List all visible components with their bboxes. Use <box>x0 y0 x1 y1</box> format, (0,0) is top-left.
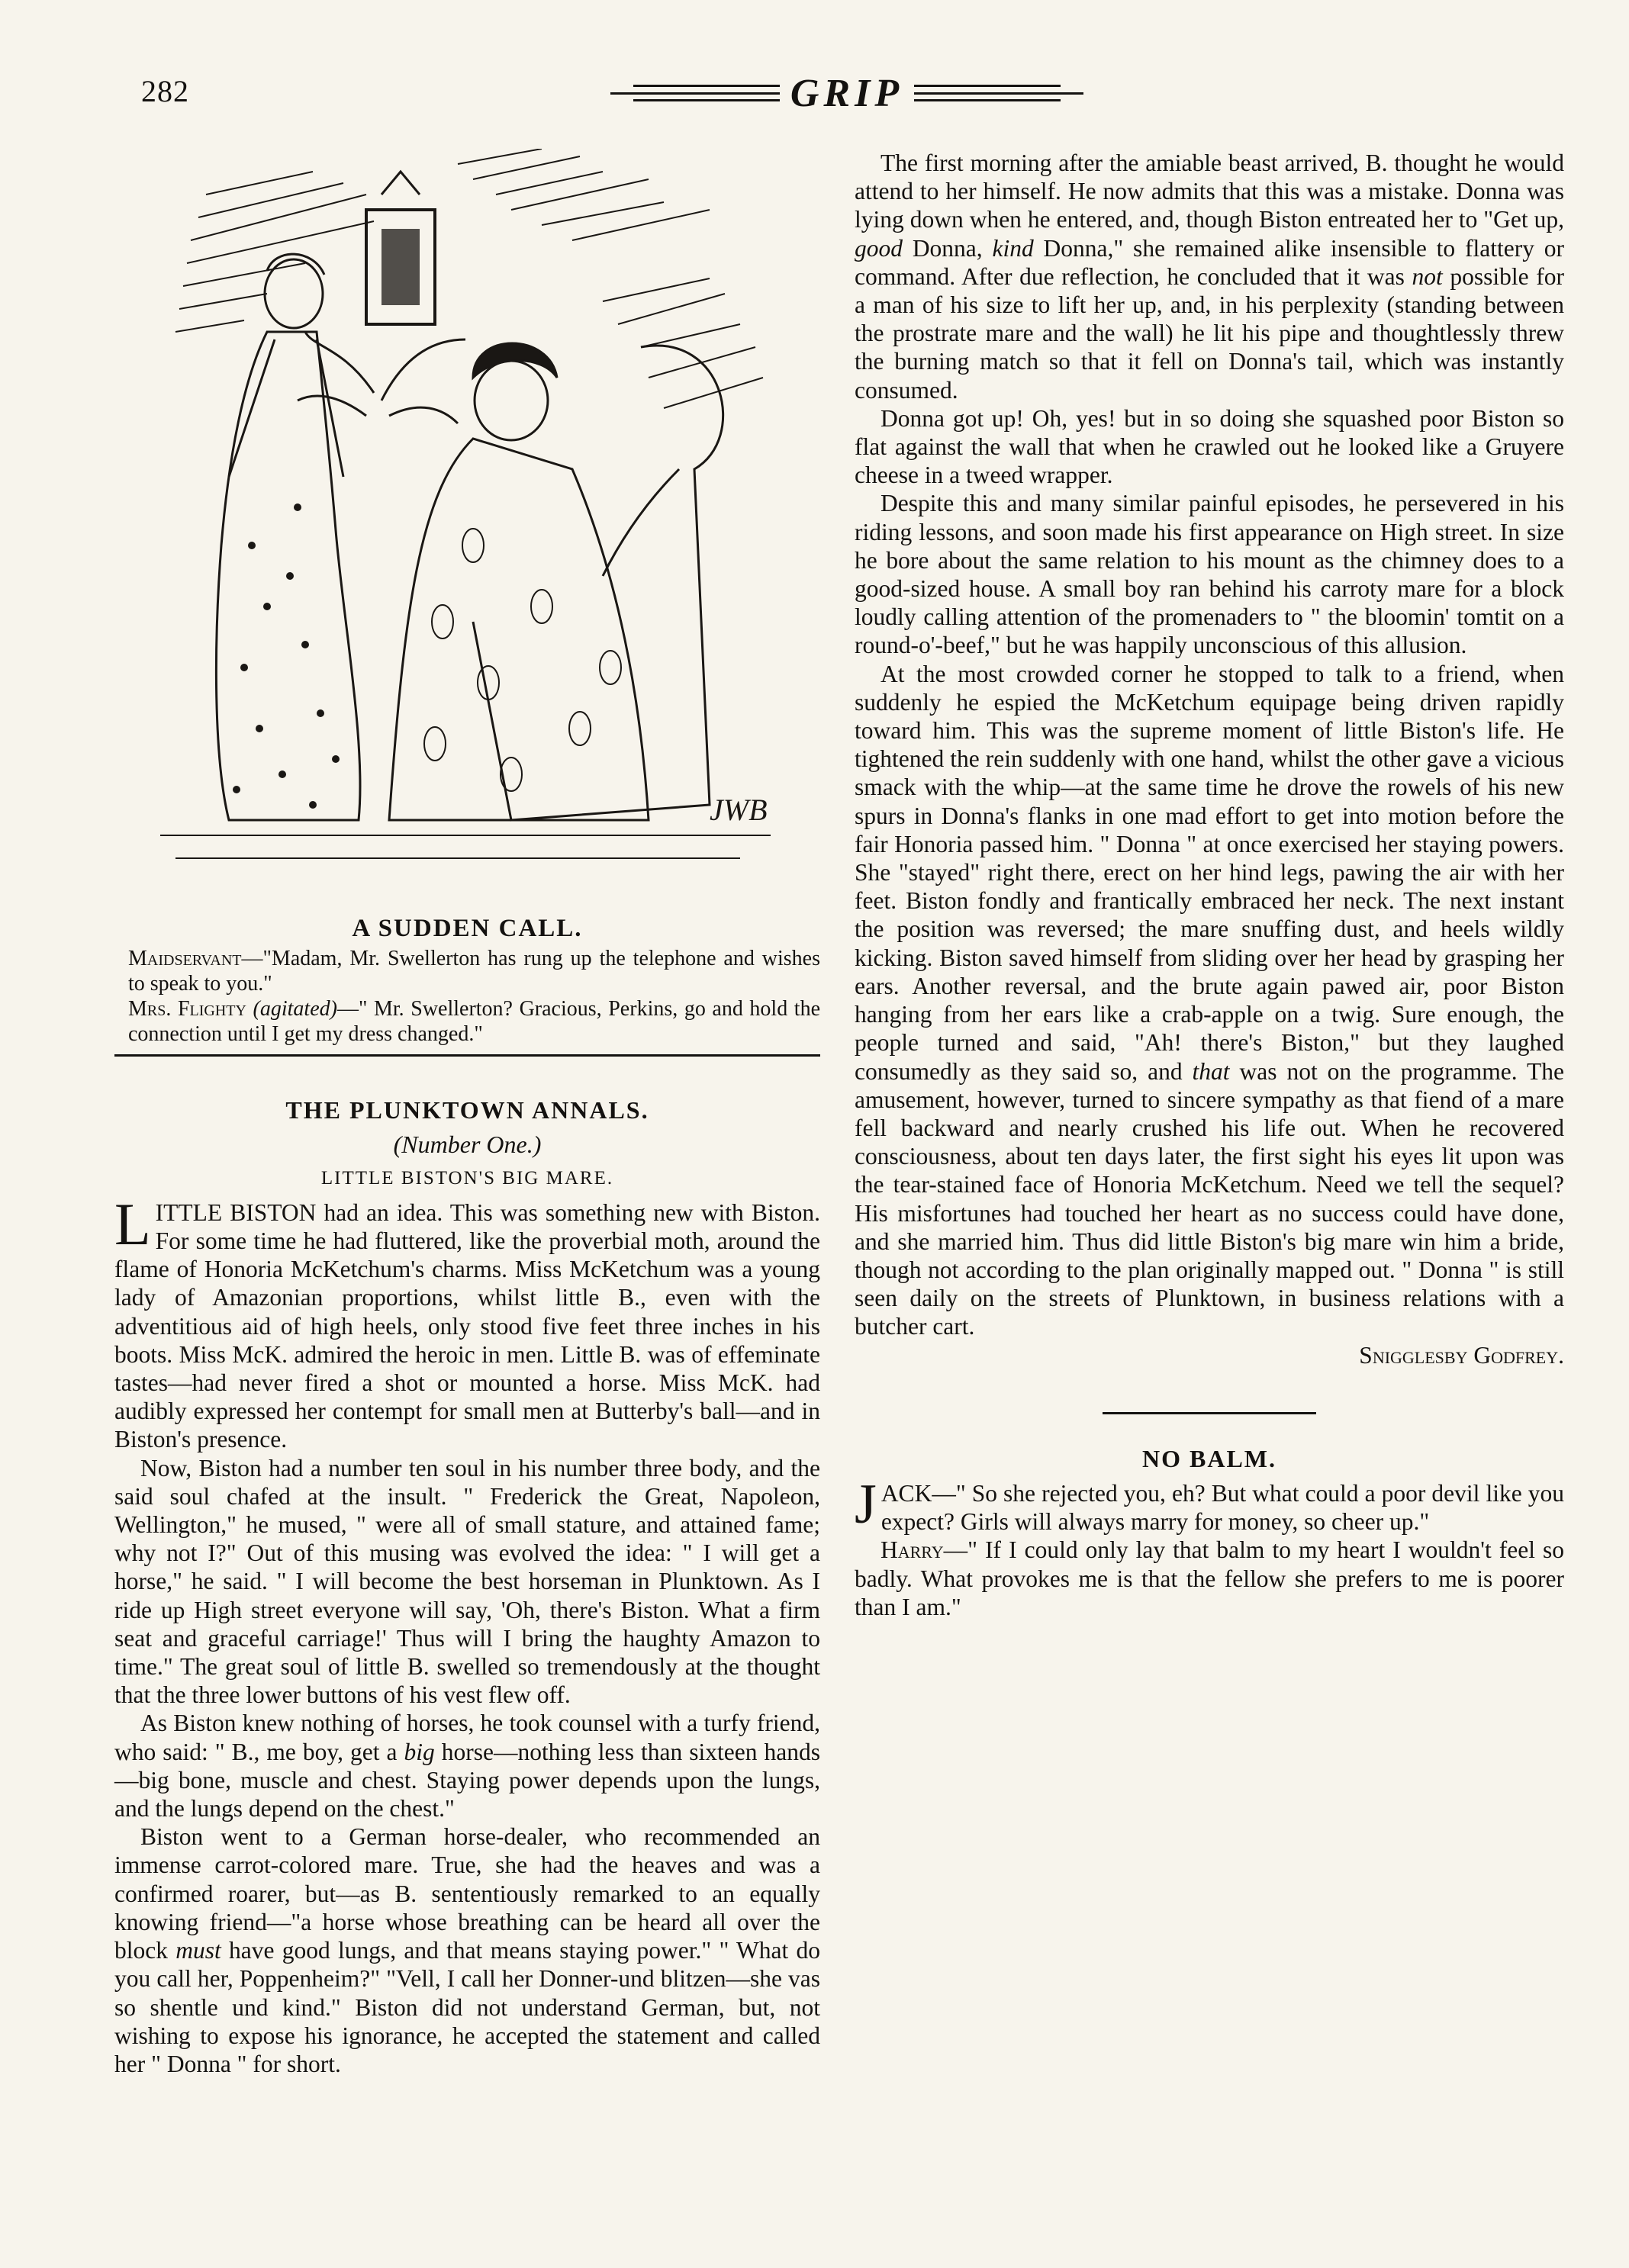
paragraph-4-emphasis: must <box>175 1937 221 1964</box>
paragraph-3-text-b: horse—nothing less than sixteen hands—big bone, muscle and chest. Staying power depends upon the lungs, and the lungs depend on the chest." <box>114 1738 820 1822</box>
artist-initials: JWB <box>710 793 768 827</box>
no-balm-harry-speaker: Harry <box>880 1536 944 1564</box>
short-divider <box>1103 1412 1316 1414</box>
masthead-right-rules <box>914 85 1091 101</box>
paragraph-1 <box>114 1190 820 1454</box>
caption-mrs-flighty <box>114 996 820 1047</box>
paragraph-7: Despite this and many similar painful episodes, he persevered in his riding lessons, and soon made his first appearance on High street. In size he bore about the same relation to his mount as the chimney does to a good-sized house. A small boy ran behind his carroty mare for a block loudly calling attention of the promenaders to " the bloomin' tomtit on a round-o'-beef," but he was happily unconscious of this allusion. <box>855 490 1564 659</box>
paragraph-2: Now, Biston had a number ten soul in his number three body, and the said soul chafed at the insult. " Frederick the Great, Napoleon, Wellington," he mused, " were all of small stature, and attained fame; why not I?" Out of this musing was evolved the idea: " I will get a horse," he said. " I will become the best horseman in Plunktown. As I ride up High street everyone will say, 'Oh, there's Biston. What a firm seat and graceful carriage!' Thus will I bring the haughty Amazon to time." The great soul of little B. swelled so tremendously at the thought that the three lower buttons of his vest flew off. <box>114 1454 820 1709</box>
no-balm-jack-text: ACK—" So she rejected you, eh? But what could a poor devil like you expect? Girls will always marry for money, so cheer up." <box>880 1479 1564 1536</box>
lady-dress-pattern <box>424 529 621 791</box>
paragraph-5-text-b: Donna, <box>903 234 993 262</box>
paragraph-5-emphasis-kind: kind <box>992 234 1034 262</box>
article-subtitle: (Number One.) <box>393 1131 542 1159</box>
no-balm-drop-cap: J <box>855 1472 877 1536</box>
article-title: THE PLUNKTOWN ANNALS. <box>285 1096 649 1124</box>
no-balm-harry <box>855 1536 1564 1621</box>
paragraph-8-text-a: At the most crowded corner he stopped to talk to a friend, when suddenly he espied the McKetchum equipage being driven rapidly toward him. This was the supreme moment of little Biston's life. He tightened the rein suddenly with one hand, whilst the other gave a vicious smack with the whip—at the same time he drove the rowels of his new spurs in Donna's flanks in one mad effort to get into motion before the fair Honoria passed him. " Donna " at once exercised her staying powers. She "stayed" right there, erect on her hind legs, pawing the air with her feet. Biston fondly and frantically embraced her neck. The next instant the position was reversed; the mare snuffing dust, and heels wildly kicking. Biston saved himself from sliding over her head by grasping her ears. Another reversal, and the brute again pawed air, poor Biston hanging from her ears like a crab-apple on a twig. Sure enough, the people turned and said, "Ah! there's Biston," but they laughed consumedly as they said so, and <box>855 660 1564 1085</box>
caption-flighty-text: —" Mr. Swellerton? Gracious, Perkins, go and hold the connection until I get my dress changed." <box>128 997 821 1047</box>
right-column <box>855 149 1564 1621</box>
caption-speaker-flighty: Mrs. Flighty <box>128 997 246 1021</box>
no-balm-jack <box>855 1472 1564 1536</box>
maid-dress-dots <box>233 503 340 809</box>
paragraph-8 <box>855 660 1564 1341</box>
paragraph-8-emphasis: that <box>1192 1057 1230 1085</box>
masthead-title: GRIP <box>790 71 904 115</box>
caption-speaker-maid: Maidservant <box>128 947 242 971</box>
caption-stage-direction: (agitated) <box>253 997 337 1021</box>
cartoon-illustration <box>114 149 820 912</box>
author-signature: Snigglesby Godfrey. <box>1359 1341 1564 1369</box>
paragraph-3 <box>114 1709 820 1822</box>
paragraph-5-text-a: The first morning after the amiable beast arrived, B. thought he would attend to her himself. He now admits that this was a mistake. Donna was lying down when he entered, and, though Biston entreated her to "Get up, <box>855 150 1564 233</box>
plant-sketch <box>298 332 465 423</box>
paragraph-4-start <box>114 1822 820 2078</box>
paragraph-5-text-c: Donna," she remained alike insensible to flattery or command. After due reflection, he concluded that it was <box>855 234 1564 290</box>
paragraph-4-text-b: have good lungs, and that means staying power." " What do you call her, Poppenheim?" "Vell, I call her Donner-und blitzen—she vas so shentle und kind." Biston did not understand German, but, not wishing to expose his ignorance, he accepted the statement and called her " Donna " for short. <box>114 1937 820 2077</box>
paragraph-6: Donna got up! Oh, yes! but in so doing she squashed poor Biston so flat against the wall that when he crawled out he looked like a Gruyere cheese in a tweed wrapper. <box>855 404 1564 489</box>
paragraph-1-text: ITTLE BISTON had an idea. This was something new with Biston. For some time he had fluttered, like the proverbial moth, around the flame of Honoria McKetchum's charms. Miss McKetchum was a young lady of Amazonian proportions, whilst little B., even with the adventitious aid of high heels, only stood five feet three inches in his boots. Miss McK. admired the heroic in men. Little B. was of effeminate tastes—had never fired a shot or mounted a horse. Miss McK. had audibly expressed her contempt for small men at Butterby's ball—and in Biston's presence. <box>114 1198 820 1453</box>
section-divider <box>114 1054 820 1057</box>
caption-maid-text: —"Madam, Mr. Swellerton has rung up the telephone and wishes to speak to you." <box>128 947 820 996</box>
masthead-left-rules <box>603 85 780 101</box>
paragraph-4-text-a: Biston went to a German horse-dealer, who recommended an immense carrot-colored mare. True, she had the heaves and was a confirmed roarer, but—as B. sententiously remarked to an equally knowing friend—"a horse whose breathing can be heard all over the block <box>114 1823 820 1964</box>
paragraph-5-emphasis-good: good <box>855 234 903 262</box>
paragraph-8-text-b: was not on the programme. The amusement, however, turned to sincere sympathy as that fiend of a mare fell backward and nearly crushed his life out. When he recovered consciousness, about ten days later, the first sight his eyes lit upon was the tear-stained face of Honoria McKetchum. Need we tell the sequel? His misfortunes had touched her heart as no success could have done, and she married him. Thus did little Biston's big mare win him a bride, though not according to the plan originally mapped out. " Donna " is still seen daily on the streets of Plunktown, in business relations with a butcher cart. <box>855 1057 1564 1340</box>
paragraph-5-text-d: possible for a man of his size to lift her up, and, in his perplexity (standing between the prostrate mare and the wall) he lit his pipe and thoughtlessly threw the burning match so that it fell on Donna's tail, which was instantly consumed. <box>855 262 1564 404</box>
left-column <box>114 149 820 2078</box>
article-kicker: LITTLE BISTON'S BIG MARE. <box>320 1167 614 1189</box>
paragraph-3-emphasis: big <box>404 1738 435 1765</box>
paragraph-5-emphasis-not: not <box>1412 262 1443 290</box>
page-number: 282 <box>141 74 189 108</box>
paragraph-5 <box>855 149 1564 404</box>
no-balm-title: NO BALM. <box>1142 1444 1276 1472</box>
cartoon-title: A SUDDEN CALL. <box>352 915 583 942</box>
masthead <box>603 70 1091 116</box>
background-hatching <box>160 149 771 858</box>
paragraph-3-text-a: As Biston knew nothing of horses, he took counsel with a turfy friend, who said: " B., me boy, get a <box>114 1710 820 1765</box>
drop-cap: L <box>114 1190 151 1257</box>
no-balm-harry-text: —" If I could only lay that balm to my heart I wouldn't feel so badly. What provokes me is that the fellow she prefers to me is poorer than I am." <box>855 1536 1564 1620</box>
caption-maidservant <box>114 946 820 996</box>
maid-figure <box>216 254 360 820</box>
lady-in-armchair <box>389 343 723 820</box>
